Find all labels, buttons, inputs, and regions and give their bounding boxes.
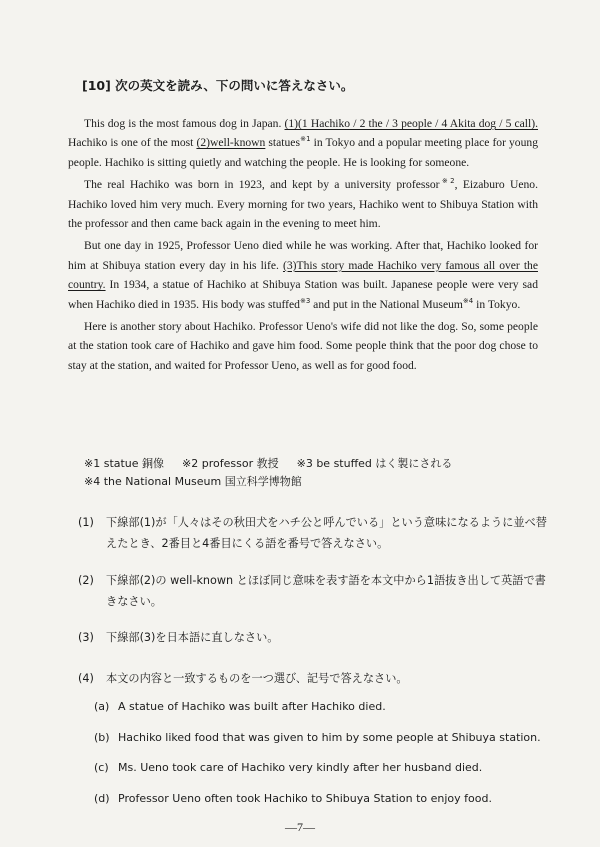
option-text: Hachiko liked food that was given to him by some people at Shibuya station. <box>118 731 541 744</box>
question-number: (1) <box>78 516 94 529</box>
option-label: (c) <box>94 761 109 774</box>
p1-text: Hachiko is one of the most <box>68 136 197 150</box>
option-text: Professor Ueno often took Hachiko to Shibuya Station to enjoy food. <box>118 792 492 805</box>
passage-paragraph-2 <box>68 175 538 233</box>
p2-text: , Eizaburo Ueno. Hachiko loved him very much. Every morning for two years, Hachiko went to Shibuya Station with the professor and then came back again in the evening to meet him. <box>68 178 538 231</box>
passage <box>68 114 538 378</box>
option-b <box>94 731 541 744</box>
passage-paragraph-4: Here is another story about Hachiko. Professor Ueno's wife did not like the dog. So, some people at the station took care of Hachiko and gave him food. Some people think that the poor dog chose to stay at the station, and waited for Professor Ueno, as well as for good food. <box>68 320 538 372</box>
question-3 <box>78 627 548 648</box>
question-1 <box>78 512 548 554</box>
option-d <box>94 792 492 805</box>
note-mark-3: ※3 <box>299 296 311 305</box>
underline-1: (1)(1 Hachiko / 2 the / 3 people / 4 Akita dog / 5 call). <box>284 117 539 130</box>
option-text: Ms. Ueno took care of Hachiko very kindly after her husband died. <box>118 761 483 774</box>
question-text: 本文の内容と一致するものを一つ選び、記号で答えなさい。 <box>106 672 408 685</box>
p3-text: But one day in 1925, Professor Ueno died while he was working. After that, Hachiko looked for him at Shibuya station every day in his life. <box>68 239 538 272</box>
question-text: 下線部(3)を日本語に直しなさい。 <box>106 631 279 644</box>
passage-paragraph-1 <box>68 114 538 172</box>
passage-paragraph-3 <box>68 236 538 314</box>
vocabulary-notes <box>84 455 544 491</box>
question-2 <box>78 570 548 612</box>
p3-text: and put in the National Museum <box>310 297 463 311</box>
note-3: ※3 be stuffed はく製にされる <box>296 457 453 470</box>
note-mark-2: ※2 <box>439 177 455 186</box>
note-2: ※2 professor 教授 <box>182 457 279 470</box>
notes-line-2 <box>84 473 544 491</box>
page-number: —7— <box>285 820 315 834</box>
question-number: (4) <box>78 672 94 685</box>
note-mark-4: ※4 <box>462 296 474 305</box>
question-4 <box>78 668 548 689</box>
option-text: A statue of Hachiko was built after Hachiko died. <box>118 700 386 713</box>
note-1: ※1 statue 銅像 <box>84 457 165 470</box>
p1-text: This dog is the most famous dog in Japan. <box>84 117 285 130</box>
p1-text: statues <box>265 136 300 150</box>
section-heading: [10] 次の英文を読み、下の問いに答えなさい。 <box>82 78 354 93</box>
option-label: (d) <box>94 792 110 805</box>
option-label: (a) <box>94 700 110 713</box>
p2-text: The real Hachiko was born in 1923, and kept by a university professor <box>84 178 440 192</box>
question-text: 下線部(1)が「人々はその秋田犬をハチ公と呼んでいる」という意味になるように並べ替 <box>106 516 547 529</box>
question-text-cont: えたとき、2番目と4番目にくる語を番号で答えなさい。 <box>106 537 389 550</box>
question-text: 下線部(2)の well-known とほぼ同じ意味を表す語を本文中から1語抜き出して英語で書 <box>106 574 546 587</box>
notes-line-1 <box>84 455 544 473</box>
p1-text: in Tokyo and a popular meeting place for young people. Hachiko is sitting quietly and watching the people. He is looking for someone. <box>68 136 538 169</box>
option-c <box>94 761 482 774</box>
option-label: (b) <box>94 731 110 744</box>
p3-text: In 1934, a statue of Hachiko at Shibuya Station was built. Japanese people were very sad when Hachiko died in 1935. His body was stuffed <box>68 278 538 311</box>
note-mark-1: ※1 <box>299 135 311 144</box>
question-number: (2) <box>78 574 94 587</box>
question-number: (3) <box>78 631 94 644</box>
note-4: ※4 the National Museum 国立科学博物館 <box>84 475 302 488</box>
option-a <box>94 700 386 713</box>
p3-text: in Tokyo. <box>473 297 521 311</box>
underline-3: (3)This story made Hachiko very famous all over the country. <box>68 258 538 292</box>
question-text-cont: きなさい。 <box>106 595 162 608</box>
underline-2: (2)well-known <box>196 136 266 150</box>
